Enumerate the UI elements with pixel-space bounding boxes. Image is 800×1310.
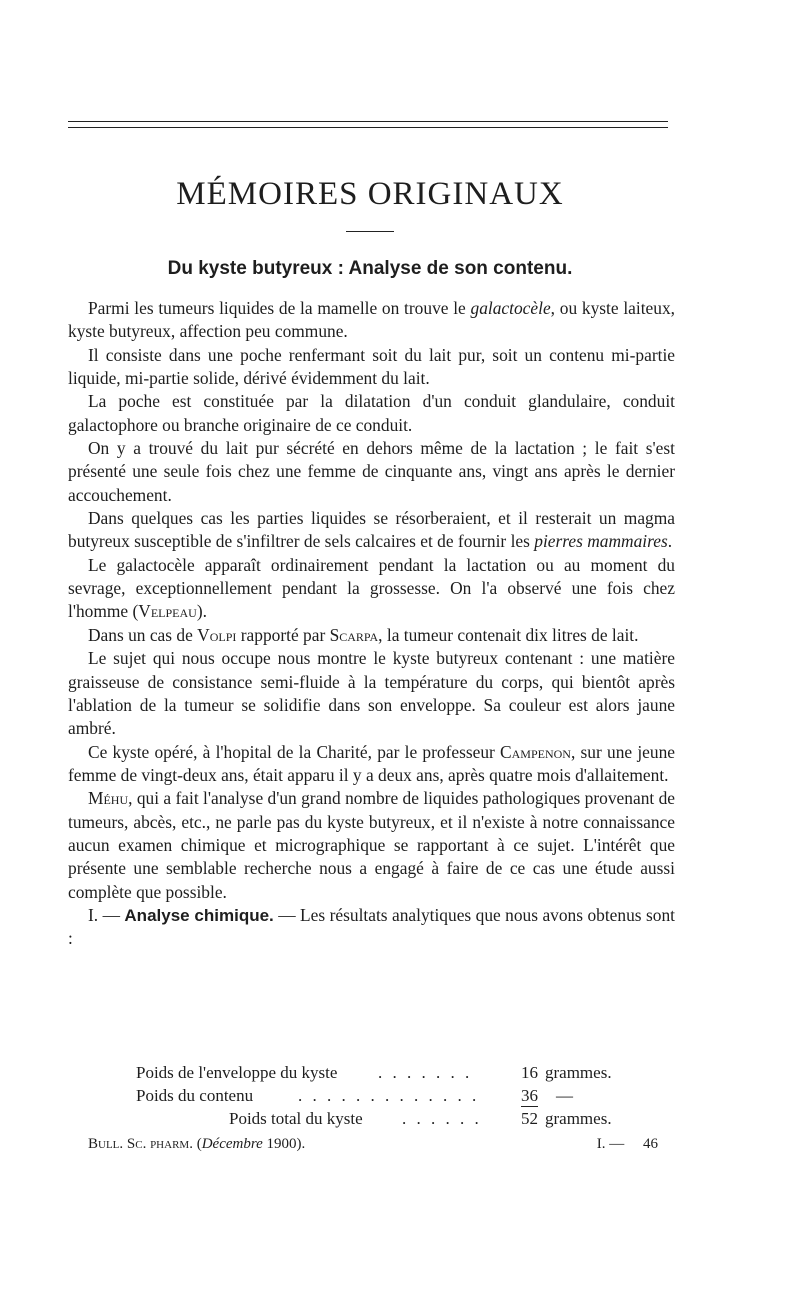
leader-dots: . . . . . . . . . . . . . — [298, 1086, 480, 1105]
title-separator — [346, 231, 394, 232]
paragraph: Dans quelques cas les parties liquides se résorberaient, et il resterait un magma butyreux susceptible de s'infiltrer de sels calcaires et de fournir les pierres mammaires. — [68, 508, 675, 552]
row-label: Poids de l'enveloppe du kyste — [136, 1063, 338, 1082]
author-name: Velpeau — [138, 601, 197, 622]
row-label: Poids total du kyste — [229, 1109, 363, 1128]
paragraph: Le galactocèle apparaît ordinairement pendant la lactation ou au moment du sevrage, exceptionnellement pendant la grossesse. On l'a observé une fois chez l'homme (Velpeau). — [68, 554, 675, 622]
journal-citation: Bull. Sc. pharm. (Décembre 1900). — [88, 1136, 306, 1152]
top-rule — [68, 121, 668, 122]
page-number: I. — 46 — [596, 1136, 658, 1152]
author-name: Campenon — [500, 741, 571, 762]
author-name: Volpi — [197, 624, 237, 645]
row-value: 52 — [521, 1109, 538, 1128]
table-row — [68, 1107, 675, 1130]
section-title: MÉMOIRES ORIGINAUX — [176, 176, 564, 212]
paragraph: Méhu, qui a fait l'analyse d'un grand nombre de liquides pathologiques provenant de tumeurs, abcès, etc., ne parle pas du kyste butyreux, et il n'existe à notre connaissance aucun examen chimique et micrographique se rapportant à ce sujet. L'intérêt que présente une semblable recherche nous a engagé à faire de ce cas une étude aussi complète que possible. — [68, 788, 675, 902]
article-title: Du kyste butyreux : Analyse de son contenu. — [167, 258, 573, 279]
leader-dots: . . . . . . — [402, 1109, 482, 1128]
author-name: Méhu — [88, 788, 129, 809]
author-name: Scarpa — [329, 624, 379, 645]
page-footer — [68, 1136, 658, 1158]
paragraph: La poche est constituée par la dilatation d'un conduit glandulaire, conduit galactophore ou branche originaire de ce conduit. — [68, 391, 675, 435]
row-unit: — — [556, 1086, 573, 1105]
paragraph: Il consiste dans une poche renfermant soit du lait pur, soit un contenu mi-partie liquide, mi-partie solide, dérivé évidemment du lait. — [68, 344, 675, 389]
paragraph: On y a trouvé du lait pur sécrété en dehors même de la lactation ; le fait s'est présenté une seule fois chez une femme de cinquante ans, vingt ans après le dernier accouchement. — [68, 438, 675, 505]
section-heading-paragraph: I. — Analyse chimique. — Les résultats analytiques que nous avons obtenus sont : — [68, 904, 675, 949]
article-body — [68, 297, 675, 951]
row-unit: grammes. — [545, 1063, 612, 1082]
paragraph: Parmi les tumeurs liquides de la mamelle on trouve le galactocèle, ou kyste laiteux, kyste butyreux, affection peu commune. — [68, 298, 675, 342]
leader-dots: . . . . . . . — [378, 1063, 473, 1082]
paragraph: Ce kyste opéré, à l'hopital de la Charité, par le professeur Campenon, sur une jeune femme de vingt-deux ans, était apparu il y a deux ans, après quatre mois d'allaitement. — [68, 741, 675, 785]
row-unit: grammes. — [545, 1109, 612, 1128]
table-row — [68, 1061, 675, 1084]
paragraph: Le sujet qui nous occupe nous montre le kyste butyreux contenant : une matière graisseuse de consistance semi-fluide à la température du corps, qui bientôt après l'ablation de la tumeur se solidifie dans son enveloppe. Sa couleur est alors jaune ambré. — [68, 648, 675, 739]
top-rule-thin — [68, 127, 668, 128]
row-value: 16 — [521, 1063, 538, 1082]
table-row — [68, 1084, 675, 1107]
paragraph: Dans un cas de Volpi rapporté par Scarpa, la tumeur contenait dix litres de lait. — [88, 624, 639, 645]
section-heading: Analyse chimique. — [124, 905, 274, 925]
row-label: Poids du contenu — [136, 1086, 254, 1105]
weights-table — [68, 1061, 675, 1130]
row-value: 36 — [521, 1086, 538, 1105]
